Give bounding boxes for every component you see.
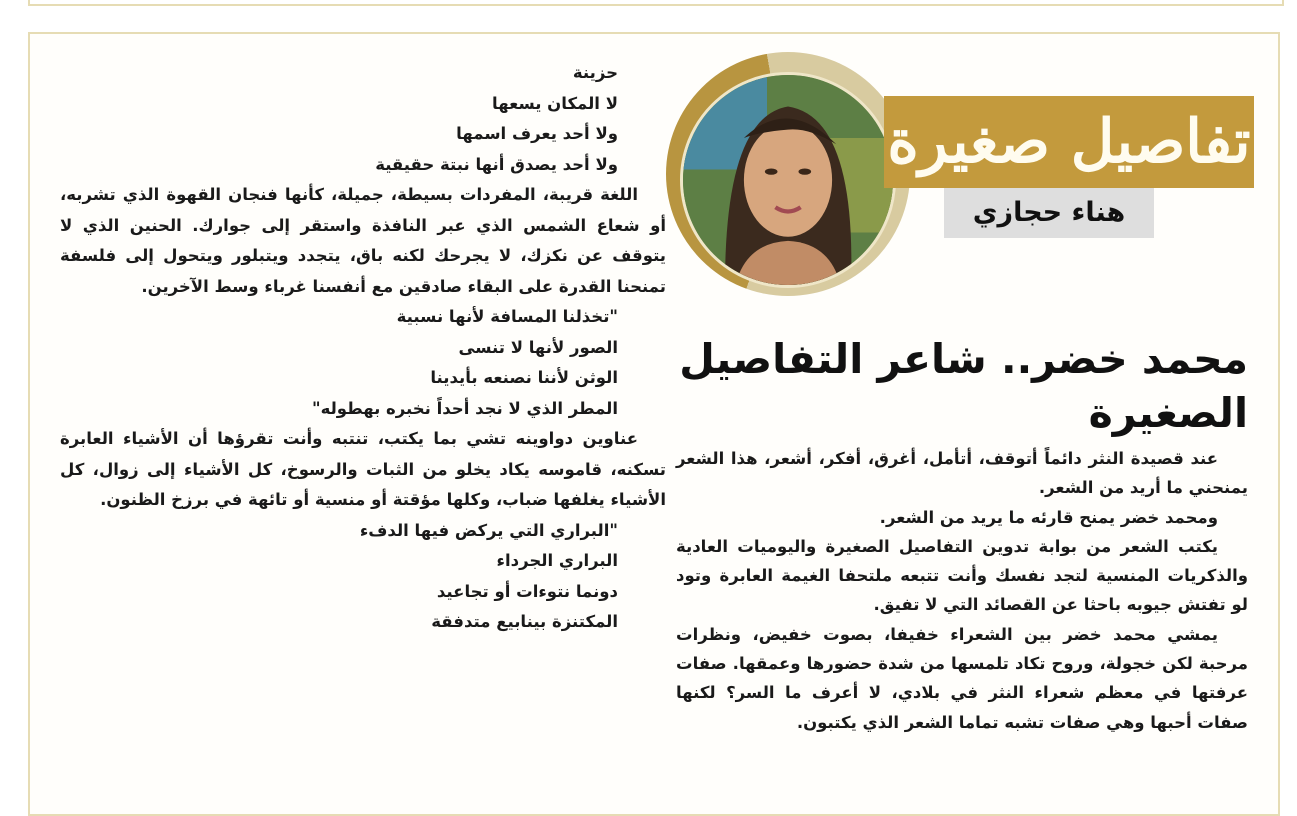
poem-line: ولا أحد يصدق أنها نبتة حقيقية — [375, 154, 618, 174]
poem-line: الصور لأنها لا تنسى — [458, 337, 618, 357]
body-paragraph: عند قصيدة النثر دائماً أتوقف، أتأمل، أغرق، أفكر، أشعر، هذا الشعر يمنحني ما أريد من الشعر. — [676, 449, 1248, 498]
article-headline: محمد خضر.. شاعر التفاصيل الصغيرة — [679, 335, 1248, 437]
poem-line: ولا أحد يعرف اسمها — [456, 124, 618, 143]
author-photo — [680, 72, 896, 288]
poem-line: البراري الجرداء — [496, 551, 618, 570]
poem-line: المطر الذي لا نجد أحداً نخبره بهطوله" — [312, 398, 618, 418]
article-left-column — [60, 58, 666, 638]
poem-line: "تخذلنا المسافة لأنها نسبية — [396, 307, 618, 326]
poem-line: "البراري التي يركض فيها الدفء — [359, 520, 618, 540]
body-paragraph: يمشي محمد خضر بين الشعراء خفيفا، بصوت خفيض، ونظرات مرحبة لكن خجولة، وروح تكاد تلمسها من شدة حضورها وعمقها. صفات عرفتها في معظم شعراء النثر في بلادي، لا أعرف ما السر؟ لكنها صفات أحبها وهي صفات تشبه تماما الشعر الذي يكتبون. — [676, 624, 1248, 732]
body-paragraph: اللغة قريبة، المفردات بسيطة، جميلة، كأنها فنجان القهوة الذي تشربه، أو شعاع الشمس الذي عبر النافذة واستقر إلى جوارك. الحنين الذي لا يتوقف عن نكزك، لا يجرحك لكنه باق، يتجدد ويتبلور ويتحول إلى فلسفة تمنحنا القدرة على البقاء صادقين مع أنفسنا غرباء وسط الآخرين. — [60, 185, 666, 296]
poem-line: لا المكان يسعها — [492, 93, 618, 113]
poem-line: حزينة — [572, 63, 618, 82]
body-paragraph: يكتب الشعر من بوابة تدوين التفاصيل الصغيرة واليوميات العادية والذكريات المنسية لتجد نفسك وأنت تتبعه ملتحفا الغيمة العابرة وتود لو تفتش جيوبه باحثا عن القصائد التي لا تفيق. — [676, 536, 1248, 615]
article-right-column — [676, 444, 1248, 737]
poem-line: دونما نتوءات أو تجاعيد — [436, 581, 618, 601]
poem-line: المكتنزة بينابيع متدفقة — [431, 612, 618, 631]
author-name: هناء حجازي — [944, 188, 1154, 238]
poem-line: الوثن لأننا نصنعه بأيدينا — [430, 368, 618, 387]
body-paragraph: ومحمد خضر يمنح قارئه ما يريد من الشعر. — [879, 507, 1218, 527]
previous-article-frame — [28, 0, 1284, 6]
body-paragraph: عناوين دواوينه تشي بما يكتب، تنتبه وأنت تقرؤها أن الأشياء العابرة تسكنه، قاموسه يكاد يخلو من الثبات والرسوخ، كل الأشياء إلى زوال، كل الأشياء يغلفها ضباب، وكلها مؤقتة أو منسية أو تائهة في برزخ الظنون. — [60, 429, 666, 509]
column-title: تفاصيل صغيرة — [884, 96, 1254, 188]
column-logo — [666, 52, 1266, 312]
author-photo-illustration — [683, 75, 893, 285]
